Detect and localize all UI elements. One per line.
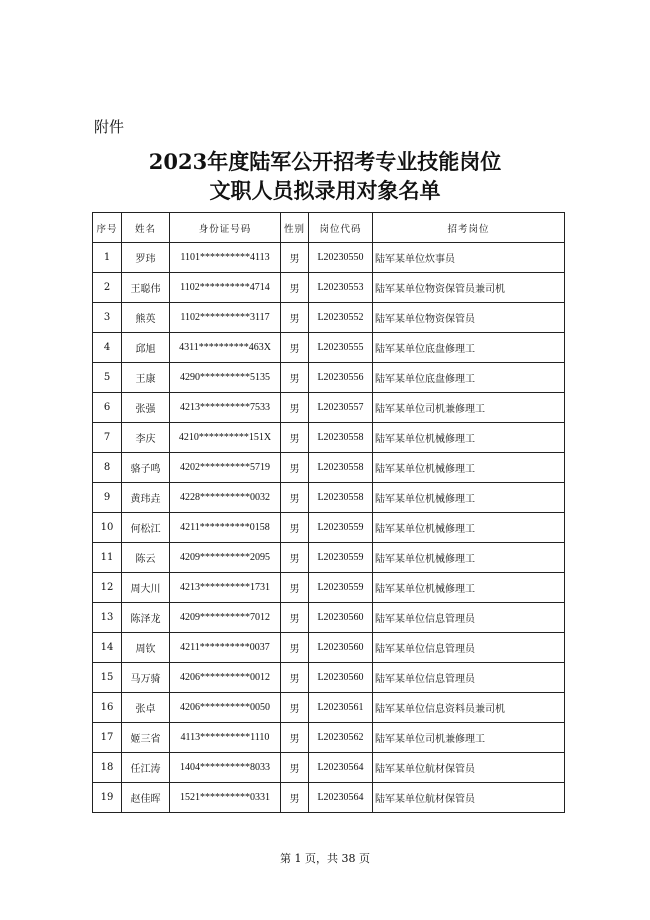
table-row	[93, 753, 565, 783]
candidate-name: 李庆	[122, 423, 170, 453]
id-number: 4290**********5135	[170, 363, 281, 393]
position-code: L20230562	[309, 723, 373, 753]
position-code: L20230560	[309, 633, 373, 663]
id-number: 1404**********8033	[170, 753, 281, 783]
row-index: 5	[93, 363, 122, 393]
table-row	[93, 243, 565, 273]
row-index: 8	[93, 453, 122, 483]
position-code: L20230558	[309, 483, 373, 513]
gender: 男	[281, 453, 309, 483]
gender: 男	[281, 663, 309, 693]
row-index: 7	[93, 423, 122, 453]
gender: 男	[281, 783, 309, 813]
gender: 男	[281, 363, 309, 393]
gender: 男	[281, 273, 309, 303]
position-title: 陆军某单位底盘修理工	[373, 333, 565, 363]
position-code: L20230564	[309, 753, 373, 783]
attachment-label: 附件	[94, 118, 125, 136]
row-index: 17	[93, 723, 122, 753]
table-row	[93, 483, 565, 513]
table-row	[93, 423, 565, 453]
position-code: L20230564	[309, 783, 373, 813]
row-index: 1	[93, 243, 122, 273]
gender: 男	[281, 423, 309, 453]
candidate-name: 王聪伟	[122, 273, 170, 303]
table-header-row	[93, 213, 565, 243]
position-title: 陆军某单位信息管理员	[373, 663, 565, 693]
id-number: 4311**********463X	[170, 333, 281, 363]
position-title: 陆军某单位物资保管员	[373, 303, 565, 333]
gender: 男	[281, 723, 309, 753]
column-header-position-code: 岗位代码	[309, 213, 373, 243]
document-title-line-1: 2023年度陆军公开招考专业技能岗位	[148, 149, 502, 174]
gender: 男	[281, 633, 309, 663]
id-number: 4213**********1731	[170, 573, 281, 603]
table-row	[93, 573, 565, 603]
table-row	[93, 603, 565, 633]
table-row	[93, 723, 565, 753]
table-row	[93, 663, 565, 693]
candidate-name: 周大川	[122, 573, 170, 603]
id-number: 4209**********7012	[170, 603, 281, 633]
table-row	[93, 783, 565, 813]
position-code: L20230556	[309, 363, 373, 393]
candidate-name: 陈云	[122, 543, 170, 573]
position-title: 陆军某单位信息资料员兼司机	[373, 693, 565, 723]
row-index: 16	[93, 693, 122, 723]
id-number: 4206**********0012	[170, 663, 281, 693]
row-index: 13	[93, 603, 122, 633]
id-number: 1102**********3117	[170, 303, 281, 333]
position-code: L20230558	[309, 453, 373, 483]
table-row	[93, 303, 565, 333]
gender: 男	[281, 603, 309, 633]
position-code: L20230552	[309, 303, 373, 333]
position-title: 陆军某单位司机兼修理工	[373, 393, 565, 423]
position-title: 陆军某单位物资保管员兼司机	[373, 273, 565, 303]
gender: 男	[281, 693, 309, 723]
position-title: 陆军某单位机械修理工	[373, 483, 565, 513]
position-code: L20230559	[309, 513, 373, 543]
row-index: 12	[93, 573, 122, 603]
document-title-line-2: 文职人员拟录用对象名单	[209, 178, 441, 203]
position-title: 陆军某单位底盘修理工	[373, 363, 565, 393]
candidate-name: 何松江	[122, 513, 170, 543]
candidate-name: 任江涛	[122, 753, 170, 783]
position-code: L20230560	[309, 603, 373, 633]
id-number: 4211**********0158	[170, 513, 281, 543]
position-title: 陆军某单位机械修理工	[373, 453, 565, 483]
gender: 男	[281, 333, 309, 363]
row-index: 11	[93, 543, 122, 573]
position-title: 陆军某单位机械修理工	[373, 543, 565, 573]
row-index: 9	[93, 483, 122, 513]
candidate-name: 张卓	[122, 693, 170, 723]
position-code: L20230558	[309, 423, 373, 453]
position-title: 陆军某单位机械修理工	[373, 573, 565, 603]
candidate-name: 张强	[122, 393, 170, 423]
id-number: 1102**********4714	[170, 273, 281, 303]
gender: 男	[281, 513, 309, 543]
position-title: 陆军某单位司机兼修理工	[373, 723, 565, 753]
position-code: L20230550	[309, 243, 373, 273]
position-title: 陆军某单位航材保管员	[373, 753, 565, 783]
candidate-name: 赵佳晖	[122, 783, 170, 813]
id-number: 1101**********4113	[170, 243, 281, 273]
candidate-name: 邱旭	[122, 333, 170, 363]
row-index: 2	[93, 273, 122, 303]
gender: 男	[281, 243, 309, 273]
column-header-id-number: 身份证号码	[170, 213, 281, 243]
position-title: 陆军某单位机械修理工	[373, 513, 565, 543]
row-index: 15	[93, 663, 122, 693]
row-index: 19	[93, 783, 122, 813]
column-header-position: 招考岗位	[373, 213, 565, 243]
id-number: 1521**********0331	[170, 783, 281, 813]
page-footer: 第 1 页，共 38 页	[280, 852, 370, 865]
table-row	[93, 273, 565, 303]
position-title: 陆军某单位信息管理员	[373, 633, 565, 663]
position-title: 陆军某单位信息管理员	[373, 603, 565, 633]
id-number: 4113**********1110	[170, 723, 281, 753]
column-header-gender: 性别	[281, 213, 309, 243]
candidate-name: 骆子鸣	[122, 453, 170, 483]
id-number: 4213**********7533	[170, 393, 281, 423]
id-number: 4202**********5719	[170, 453, 281, 483]
table-row	[93, 513, 565, 543]
table-row	[93, 363, 565, 393]
position-title: 陆军某单位航材保管员	[373, 783, 565, 813]
gender: 男	[281, 303, 309, 333]
candidate-name: 王康	[122, 363, 170, 393]
id-number: 4211**********0037	[170, 633, 281, 663]
row-index: 18	[93, 753, 122, 783]
position-code: L20230561	[309, 693, 373, 723]
id-number: 4228**********0032	[170, 483, 281, 513]
table-row	[93, 453, 565, 483]
table-row	[93, 333, 565, 363]
position-title: 陆军某单位炊事员	[373, 243, 565, 273]
position-code: L20230555	[309, 333, 373, 363]
gender: 男	[281, 393, 309, 423]
candidate-name: 周钦	[122, 633, 170, 663]
row-index: 6	[93, 393, 122, 423]
candidate-name: 陈泽龙	[122, 603, 170, 633]
candidate-name: 黄玮垚	[122, 483, 170, 513]
id-number: 4209**********2095	[170, 543, 281, 573]
position-code: L20230560	[309, 663, 373, 693]
row-index: 14	[93, 633, 122, 663]
id-number: 4206**********0050	[170, 693, 281, 723]
gender: 男	[281, 573, 309, 603]
column-header-index: 序号	[93, 213, 122, 243]
row-index: 3	[93, 303, 122, 333]
table-row	[93, 633, 565, 663]
row-index: 10	[93, 513, 122, 543]
row-index: 4	[93, 333, 122, 363]
position-code: L20230553	[309, 273, 373, 303]
gender: 男	[281, 483, 309, 513]
gender: 男	[281, 543, 309, 573]
position-code: L20230557	[309, 393, 373, 423]
id-number: 4210**********151X	[170, 423, 281, 453]
candidate-name: 罗玮	[122, 243, 170, 273]
table-row	[93, 693, 565, 723]
table-body	[93, 243, 565, 813]
position-code: L20230559	[309, 543, 373, 573]
table-row	[93, 393, 565, 423]
column-header-name: 姓名	[122, 213, 170, 243]
candidate-table	[92, 212, 565, 813]
candidate-name: 熊英	[122, 303, 170, 333]
table-row	[93, 543, 565, 573]
position-code: L20230559	[309, 573, 373, 603]
candidate-name: 姬三省	[122, 723, 170, 753]
gender: 男	[281, 753, 309, 783]
position-title: 陆军某单位机械修理工	[373, 423, 565, 453]
candidate-name: 马万骑	[122, 663, 170, 693]
